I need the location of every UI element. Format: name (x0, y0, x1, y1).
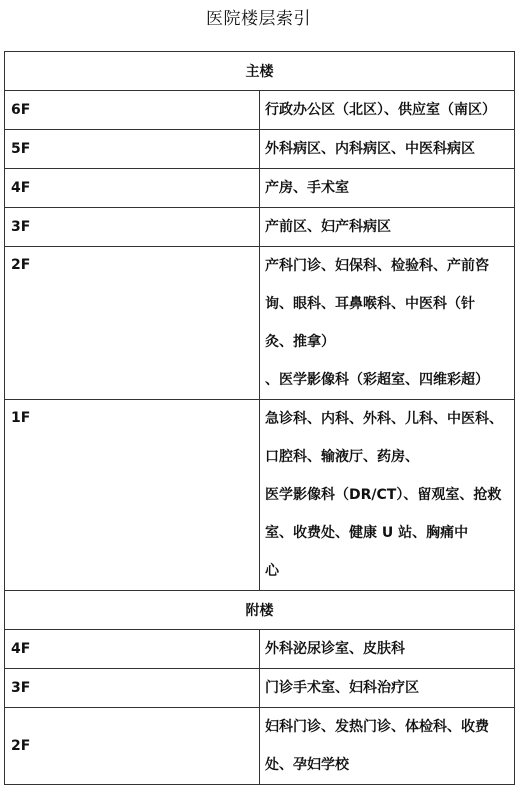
floor-departments: 急诊科、内科、外科、儿科、中医科、口腔科、输液厅、药房、 医学影像科（DR/CT）、留观室、抢救室、收费处、健康 U 站、胸痛中 心 (260, 400, 515, 591)
table-row (5, 708, 515, 785)
floor-label: 6F (5, 91, 260, 130)
section-header-main: 主楼 (5, 52, 515, 91)
floor-label: 3F (5, 208, 260, 247)
floor-departments: 外科泌尿诊室、皮肤科 (260, 630, 515, 669)
floor-label: 5F (5, 130, 260, 169)
floor-label: 2F (5, 708, 260, 785)
floor-departments: 门诊手术室、妇科治疗区 (260, 669, 515, 708)
floor-label: 4F (5, 169, 260, 208)
floor-departments: 产科门诊、妇保科、检验科、产前咨询、眼科、耳鼻喉科、中医科（针 灸、推拿） 、医学影像科（彩超室、四维彩超） (260, 247, 515, 400)
section-header-annex: 附楼 (5, 591, 515, 630)
floor-departments: 行政办公区（北区）、供应室（南区） (260, 91, 515, 130)
table-row (5, 630, 515, 669)
floor-label: 3F (5, 669, 260, 708)
floor-departments: 产前区、妇产科病区 (260, 208, 515, 247)
floor-label: 2F (5, 247, 260, 400)
section-header-row (5, 591, 515, 630)
table-row (5, 247, 515, 400)
floor-label: 4F (5, 630, 260, 669)
table-row (5, 130, 515, 169)
table-row (5, 669, 515, 708)
floor-departments: 妇科门诊、发热门诊、体检科、收费处、孕妇学校 (260, 708, 515, 785)
page-title: 医院楼层索引 (206, 9, 311, 29)
floor-departments: 产房、手术室 (260, 169, 515, 208)
floor-label: 1F (5, 400, 260, 591)
table-row (5, 91, 515, 130)
table-row (5, 169, 515, 208)
table-row (5, 208, 515, 247)
floor-departments: 外科病区、内科病区、中医科病区 (260, 130, 515, 169)
section-header-row (5, 52, 515, 91)
floor-index-table (4, 51, 515, 785)
table-row (5, 400, 515, 591)
